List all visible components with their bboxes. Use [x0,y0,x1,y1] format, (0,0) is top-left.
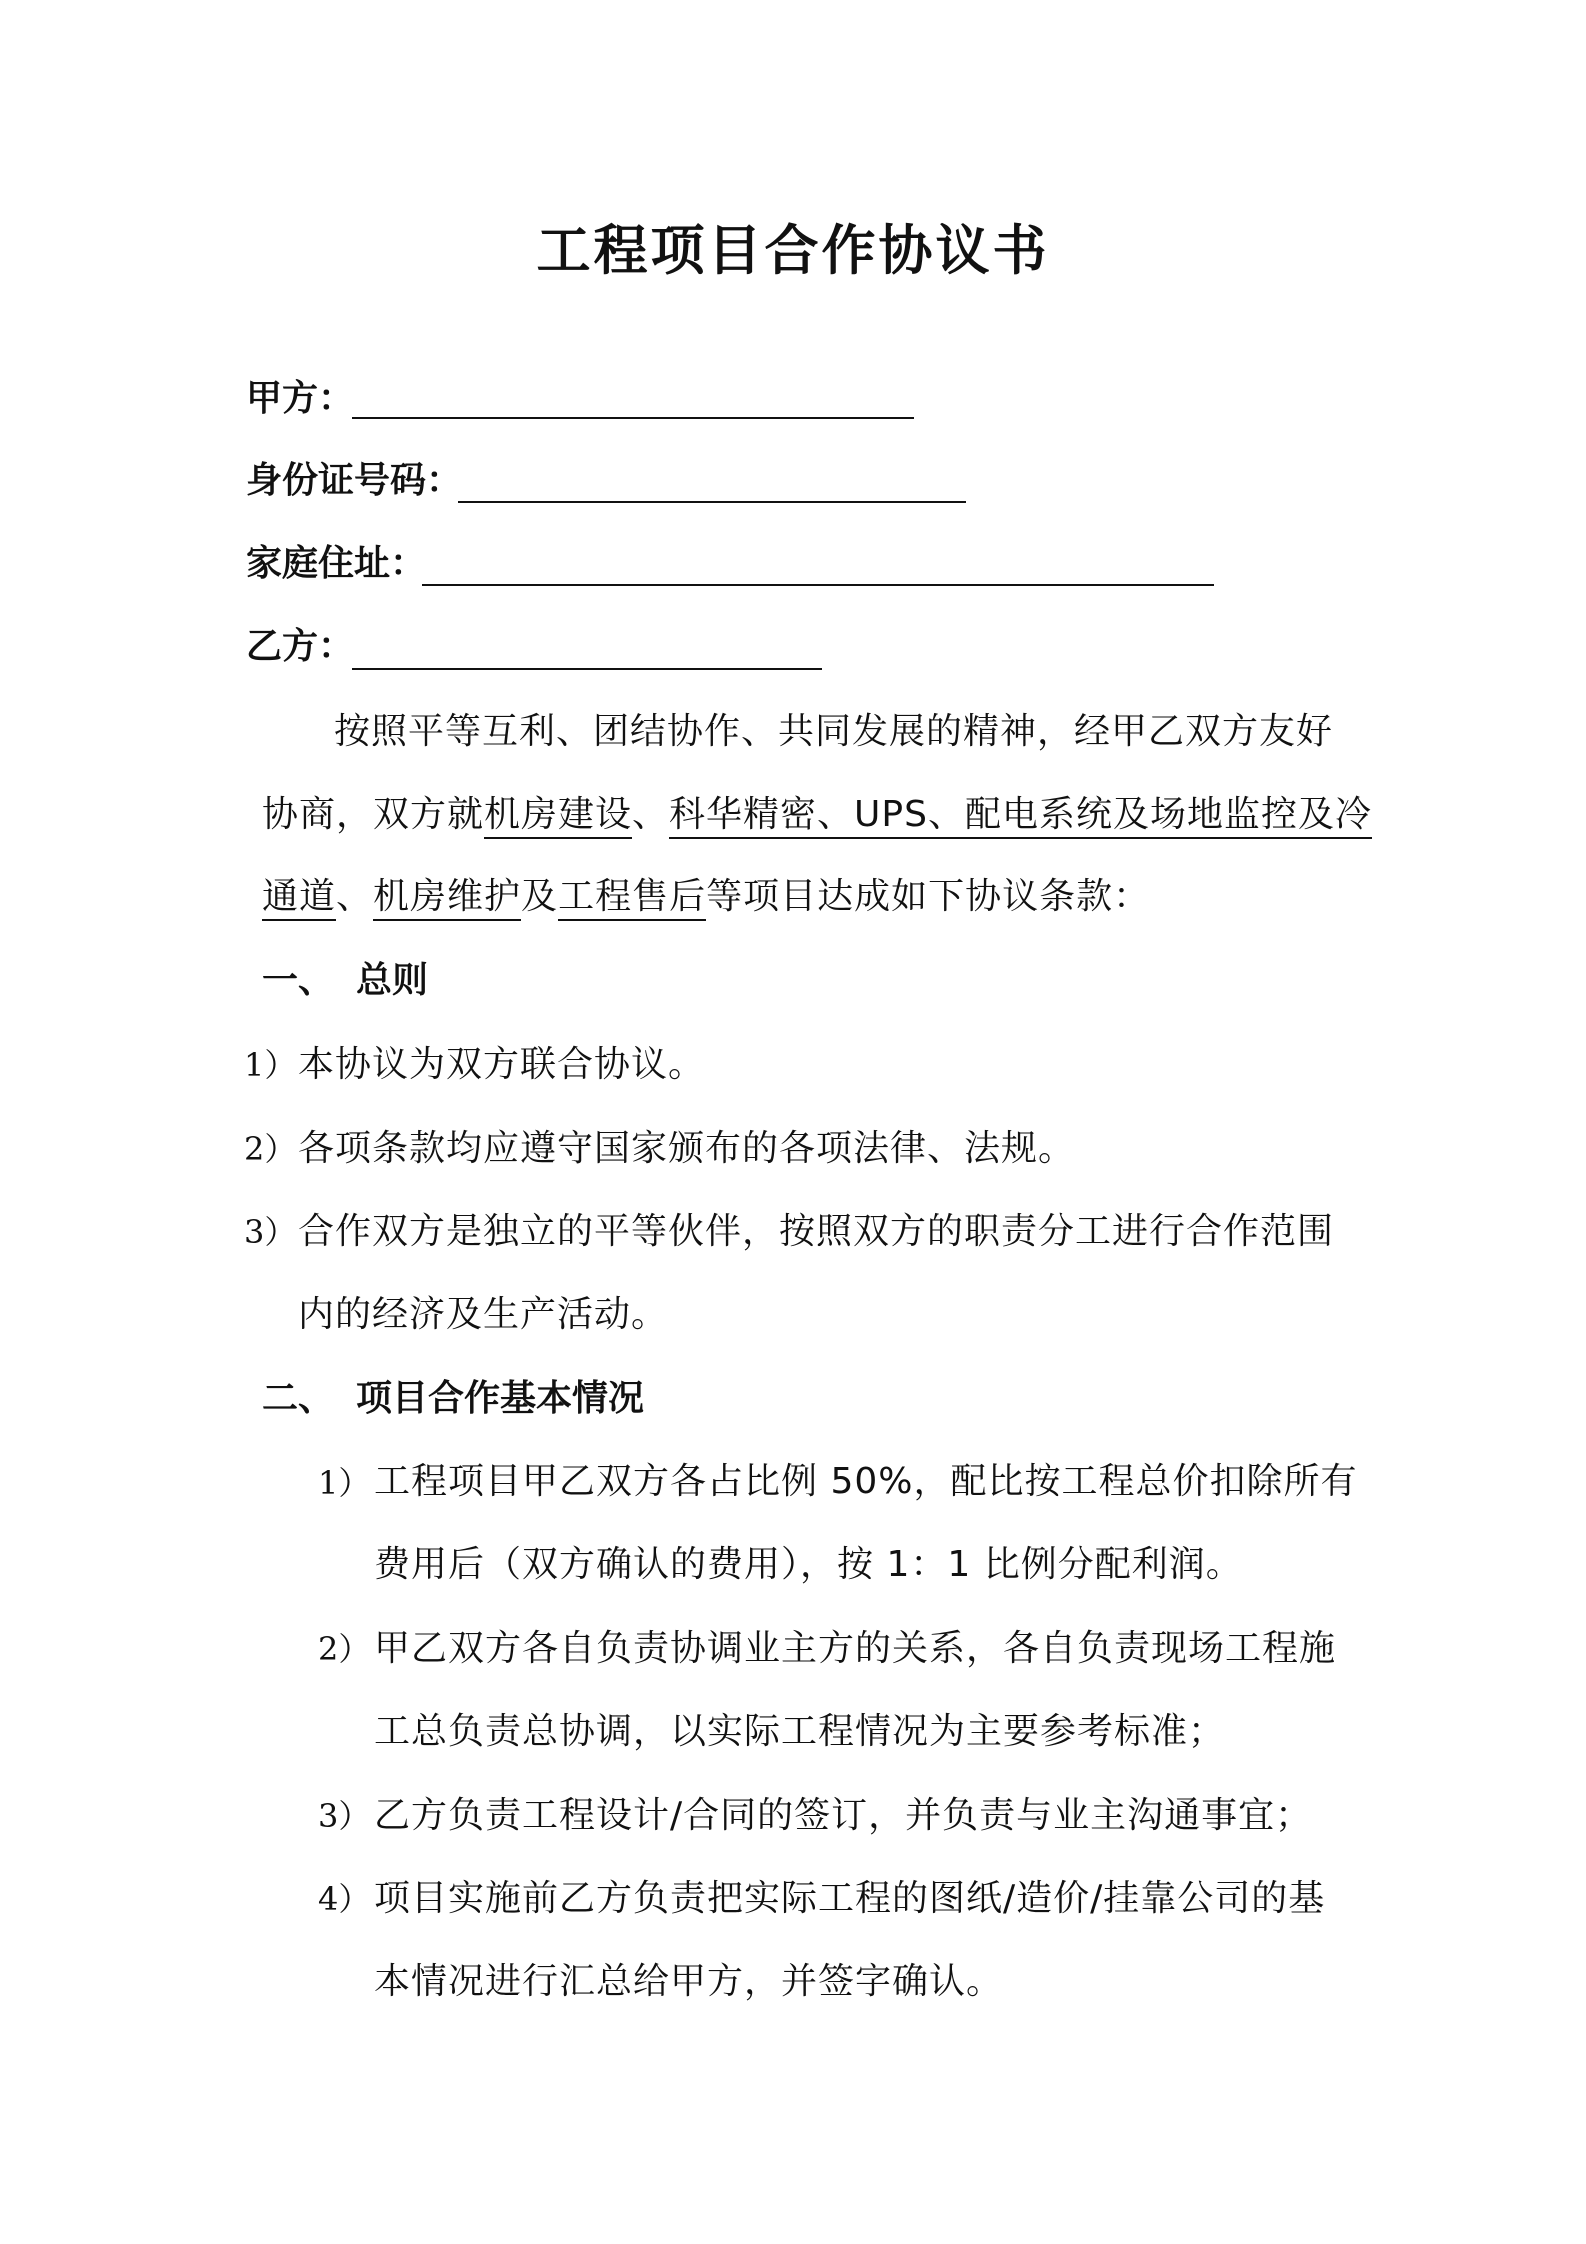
s1-item-3-line-2: 内的经济及生产活动。 [298,1294,669,1335]
s1-item-3-num: 3） [244,1213,297,1251]
s2-item-4-num: 4） [318,1880,371,1918]
party-a-blank [352,417,914,419]
s2-item-1-line-1: 工程项目甲乙双方各占比例 50%，配比按工程总价扣除所有 [374,1461,1358,1502]
intro-and: 及 [521,876,559,917]
intro-line-2 [262,786,1372,837]
home-address-label: 家庭住址： [246,543,427,584]
underlined-term-maintenance: 机房维护 [373,876,521,921]
underlined-term-channel: 通道 [262,876,336,921]
party-b-blank [352,668,822,670]
s2-item-4-line-1: 项目实施前乙方负责把实际工程的图纸/造价/挂靠公司的基 [374,1878,1326,1919]
s2-item-1-num: 1） [318,1464,371,1502]
intro-line-2-text: 协商，双方就 [262,794,485,835]
home-address-blank [422,584,1214,586]
id-number-label: 身份证号码： [246,460,463,501]
intro-sep-2: 、 [336,876,374,917]
document-title: 工程项目合作协议书 [536,219,1050,282]
party-a-label: 甲方： [246,378,355,419]
party-b-label: 乙方： [246,626,355,667]
id-number-blank [458,501,966,503]
s1-item-2-num: 2） [244,1130,297,1168]
section-2-number: 二、 [262,1378,335,1419]
s2-item-2-num: 2） [318,1630,371,1668]
s2-item-3-text: 乙方负责工程设计/合同的签订，并负责与业主沟通事宜； [374,1795,1313,1836]
s1-item-1-text: 本协议为双方联合协议。 [298,1044,706,1085]
s2-item-3-num: 3） [318,1797,371,1835]
s1-item-1-num: 1） [244,1046,297,1084]
section-2-heading: 项目合作基本情况 [356,1378,645,1419]
s2-item-4-line-2: 本情况进行汇总给甲方，并签字确认。 [374,1961,1004,2002]
s2-item-2-line-1: 甲乙双方各自负责协调业主方的关系，各自负责现场工程施 [374,1628,1337,1669]
intro-line-1: 按照平等互利、团结协作、共同发展的精神，经甲乙双方友好 [334,711,1334,752]
intro-line-3 [262,868,1150,919]
s1-item-3-line-1: 合作双方是独立的平等伙伴，按照双方的职责分工进行合作范围 [298,1211,1335,1252]
section-1-heading: 总则 [356,960,429,1001]
section-1-number: 一、 [262,960,335,1001]
intro-line-3-tail: 等项目达成如下协议条款： [706,876,1151,917]
intro-sep: 、 [632,794,670,835]
s2-item-1-line-2: 费用后（双方确认的费用），按 1：1 比例分配利润。 [374,1544,1243,1585]
underlined-term-after-sales: 工程售后 [558,876,706,921]
underlined-term-kehua: 科华精密、UPS、配电系统及场地监控及冷 [669,794,1372,839]
underlined-term-server-room-construction: 机房建设 [484,794,632,839]
s2-item-2-line-2: 工总负责总协调，以实际工程情况为主要参考标准； [374,1711,1226,1752]
s1-item-2-text: 各项条款均应遵守国家颁布的各项法律、法规。 [298,1128,1076,1169]
